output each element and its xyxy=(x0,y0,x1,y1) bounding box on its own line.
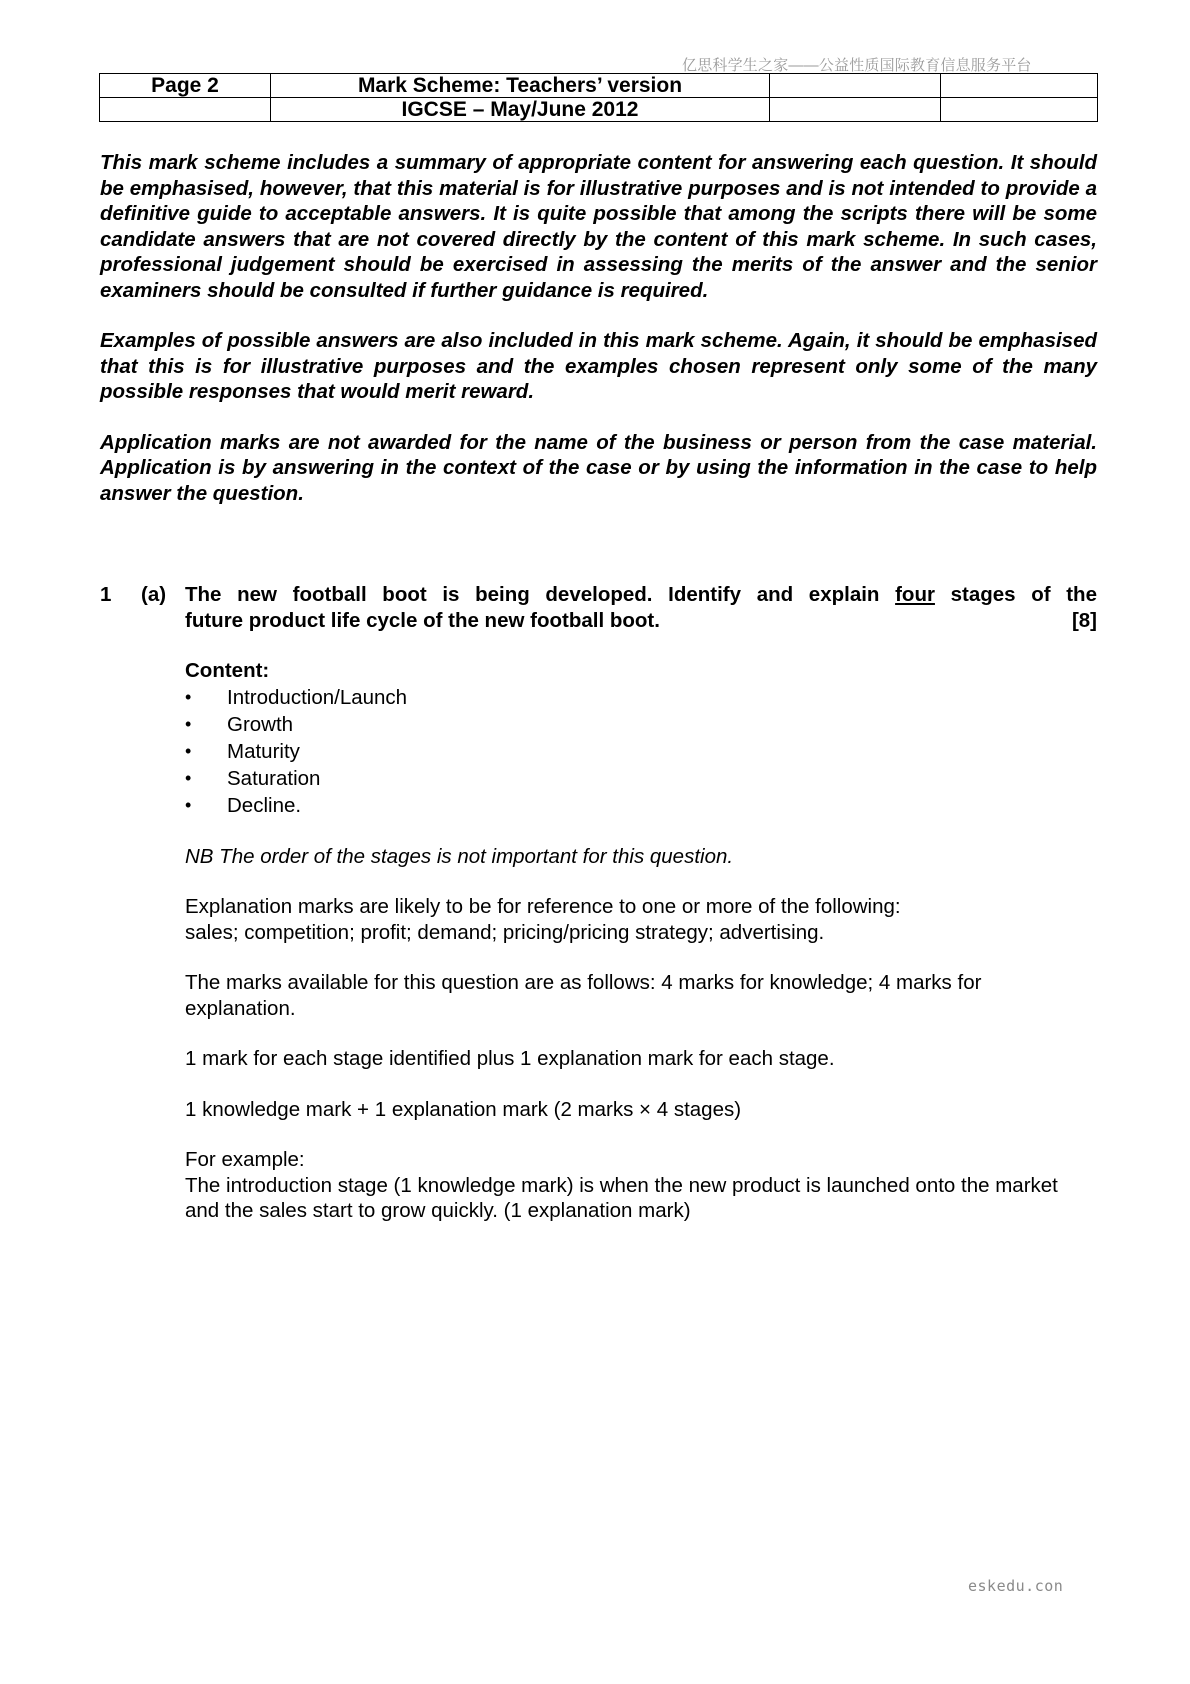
question-text-line2: future product life cycle of the new football boot. xyxy=(185,608,660,632)
question-part: (a) xyxy=(141,583,167,606)
stage-label: Introduction/Launch xyxy=(227,685,408,709)
bullet-icon: • xyxy=(185,713,192,734)
stage-label: Saturation xyxy=(227,766,321,790)
mark-each-stage: 1 mark for each stage identified plus 1 explanation mark for each stage. xyxy=(185,1047,835,1070)
header-table xyxy=(99,73,1098,122)
example-text: The introduction stage (1 knowledge mark) is when the new product is launched onto the market and the sales start to grow quickly. (1 explanation mark) xyxy=(185,1173,1058,1222)
example-block xyxy=(185,1147,1097,1224)
watermark-top: 亿思科学生之家——公益性质国际教育信息服务平台 xyxy=(682,57,1032,74)
question-text-pre: The new football boot is being developed. Identify and explain xyxy=(185,583,880,606)
list-item xyxy=(185,792,1097,819)
list-item xyxy=(185,684,1097,711)
header-empty-cell xyxy=(770,98,941,122)
stages-list xyxy=(185,684,1097,819)
bullet-icon: • xyxy=(185,794,192,815)
page-content xyxy=(100,150,1097,1222)
question-text-line1 xyxy=(185,582,1097,608)
header-empty-cell xyxy=(941,74,1098,98)
list-item xyxy=(185,738,1097,765)
question-marks: [8] xyxy=(1071,608,1097,632)
question-number: 1 xyxy=(100,583,112,606)
example-label: For example: xyxy=(185,1148,305,1171)
page-number: Page 2 xyxy=(100,74,271,98)
answer-content xyxy=(185,658,1097,1249)
question-text-post: stages of the xyxy=(950,583,1097,606)
explanation-line: Explanation marks are likely to be for reference to one or more of the following: xyxy=(185,895,901,918)
watermark-bottom: eskedu.con xyxy=(968,1577,1064,1595)
content-heading: Content: xyxy=(185,659,270,682)
intro-block xyxy=(100,150,1097,506)
explanation-line: sales; competition; profit; demand; pricing/pricing strategy; advertising. xyxy=(185,920,825,944)
header-row-1 xyxy=(100,74,1098,98)
stage-label: Growth xyxy=(227,712,294,736)
list-item xyxy=(185,765,1097,792)
header-empty-cell xyxy=(770,74,941,98)
stage-label: Decline. xyxy=(227,793,302,817)
order-note: NB The order of the stages is not important for this question. xyxy=(185,844,734,868)
question-underlined-word: four xyxy=(895,583,935,606)
bullet-icon: • xyxy=(185,767,192,788)
document-title: Mark Scheme: Teachers’ version xyxy=(271,74,770,98)
intro-paragraph: Examples of possible answers are also included in this mark scheme. Again, it should be emphasised that this is for illustrative purposes and the examples chosen represent only some of the many possible responses that would merit reward. xyxy=(100,329,1097,403)
intro-paragraph: This mark scheme includes a summary of appropriate content for answering each question. It should be emphasised, however, that this material is for illustrative purposes and is not intended to provide a definitive guide to acceptable answers. It is quite possible that among the scripts there will be some candidate answers that are not covered directly by the content of this mark scheme. In such cases, professional judgement should be exercised in assessing the merits of the answer and the senior examiners should be consulted if further guidance is required. xyxy=(100,151,1097,302)
explanation-guidance xyxy=(185,894,1097,945)
list-item xyxy=(185,711,1097,738)
bullet-icon: • xyxy=(185,740,192,761)
stage-label: Maturity xyxy=(227,739,300,763)
exam-session: IGCSE – May/June 2012 xyxy=(271,98,770,122)
intro-paragraph: Application marks are not awarded for the name of the business or person from the case material. Application is by answering in the context of the case or by using the information in the case to help answer the question. xyxy=(100,430,1097,505)
bullet-icon: • xyxy=(185,686,192,707)
marks-available: The marks available for this question are as follows: 4 marks for knowledge; 4 marks for explanation. xyxy=(185,971,982,1020)
header-row-2 xyxy=(100,98,1098,122)
mark-formula: 1 knowledge mark + 1 explanation mark (2 marks × 4 stages) xyxy=(185,1097,742,1121)
header-empty-cell xyxy=(100,98,271,122)
header-empty-cell xyxy=(941,98,1098,122)
